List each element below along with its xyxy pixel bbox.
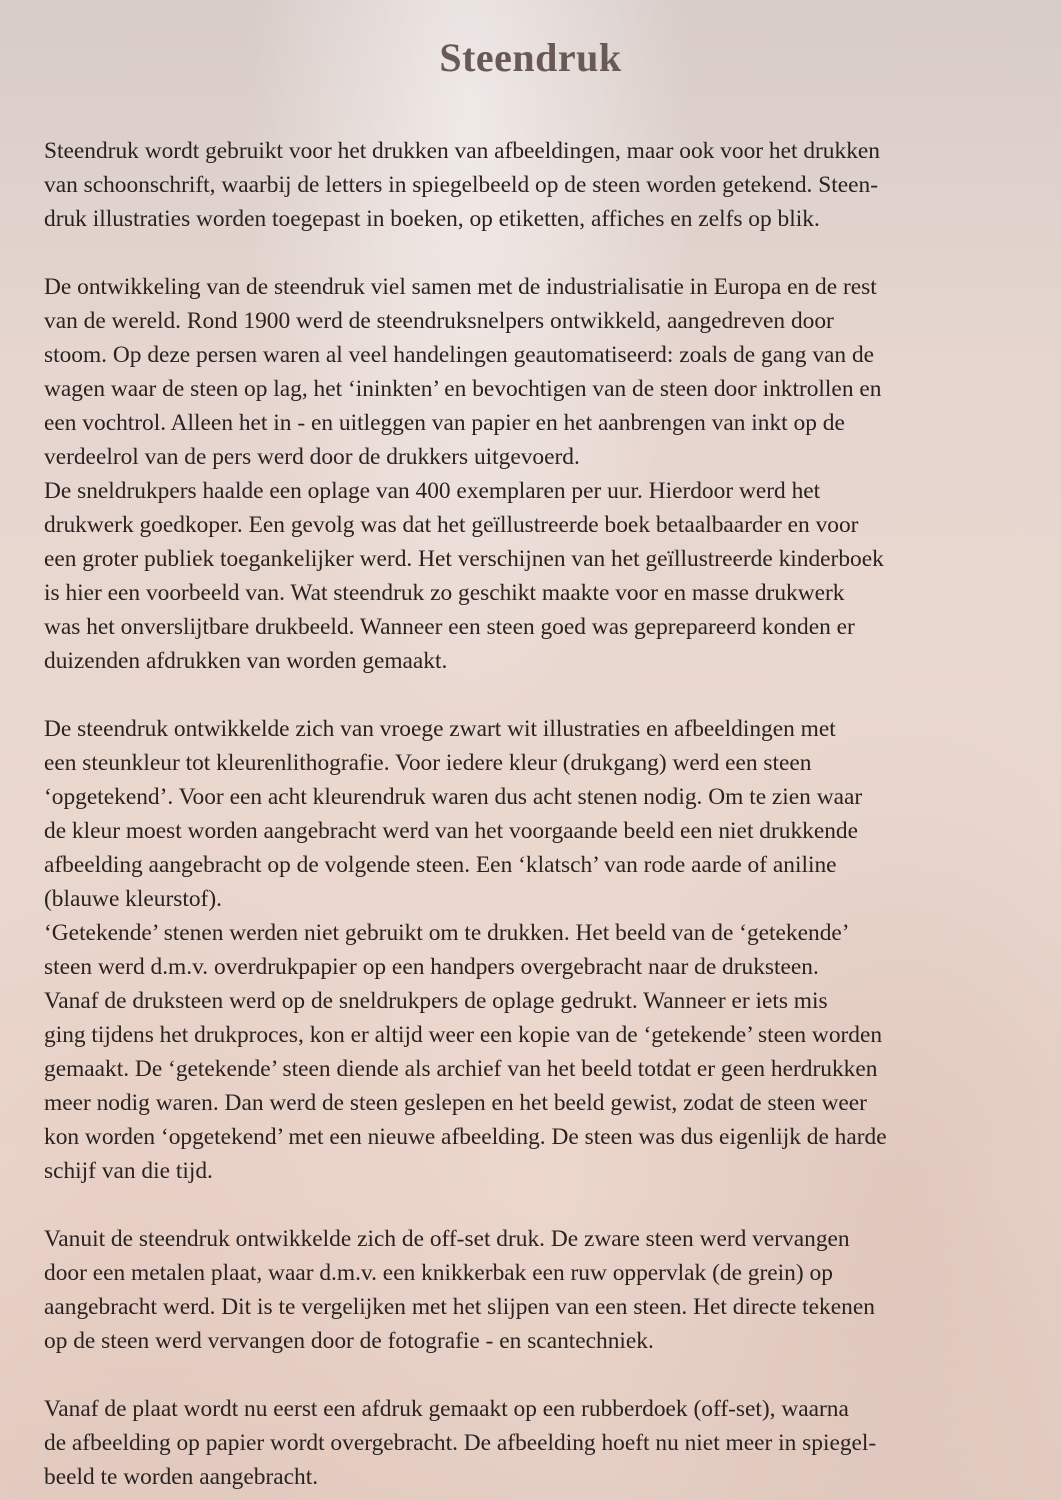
text-line: van schoonschrift, waarbij de letters in spiegelbeeld op de steen worden getekend. Steen- bbox=[44, 172, 878, 198]
paragraph-offset bbox=[44, 1222, 1034, 1358]
text-line: kon worden ‘opgetekend’ met een nieuwe afbeelding. De steen was dus eigenlijk de harde bbox=[44, 1124, 887, 1150]
text-line: de afbeelding op papier wordt overgebracht. De afbeelding hoeft nu niet meer in spiegel- bbox=[44, 1430, 877, 1456]
text-line: ‘opgetekend’. Voor een acht kleurendruk waren dus acht stenen nodig. Om te zien waar bbox=[44, 784, 863, 810]
text-line: Steendruk wordt gebruikt voor het drukken van afbeeldingen, maar ook voor het drukken bbox=[44, 138, 880, 164]
text-line: druk illustraties worden toegepast in boeken, op etiketten, affiches en zelfs op blik. bbox=[44, 206, 820, 232]
text-line: Vanuit de steendruk ontwikkelde zich de off-set druk. De zware steen werd vervangen bbox=[44, 1226, 850, 1252]
page-title: Steendruk bbox=[439, 35, 622, 80]
text-line: afbeelding aangebracht op de volgende steen. Een ‘klatsch’ van rode aarde of aniline bbox=[44, 852, 837, 878]
paragraph-rubberdoek bbox=[44, 1392, 1034, 1494]
text-line: (blauwe kleurstof). bbox=[44, 886, 222, 912]
text-line: de kleur moest worden aangebracht werd van het voorgaande beeld een niet drukkende bbox=[44, 818, 859, 844]
text-line: De ontwikkeling van de steendruk viel samen met de industrialisatie in Europa en de rest bbox=[44, 274, 877, 300]
text-line: een groter publiek toegankelijker werd. Het verschijnen van het geïllustreerde kinderboek bbox=[44, 546, 884, 572]
text-line: De steendruk ontwikkelde zich van vroege zwart wit illustraties en afbeeldingen met bbox=[44, 716, 836, 742]
text-line: ging tijdens het drukproces, kon er altijd weer een kopie van de ‘getekende’ steen worden bbox=[44, 1022, 883, 1048]
paragraph-development bbox=[44, 270, 1034, 474]
text-line: gemaakt. De ‘getekende’ steen diende als archief van het beeld totdat er geen herdrukken bbox=[44, 1056, 878, 1082]
text-line: aangebracht werd. Dit is te vergelijken met het slijpen van een steen. Het directe tekenen bbox=[44, 1294, 875, 1320]
text-line: verdeelrol van de pers werd door de drukkers uitgevoerd. bbox=[44, 444, 580, 470]
text-line: van de wereld. Rond 1900 werd de steendruksnelpers ontwikkeld, aangedreven door bbox=[44, 308, 834, 334]
text-line: op de steen werd vervangen door de fotografie - en scantechniek. bbox=[44, 1328, 654, 1354]
text-line: schijf van die tijd. bbox=[44, 1158, 213, 1184]
text-line: was het onverslijtbare drukbeeld. Wanneer een steen goed was geprepareerd konden er bbox=[44, 614, 855, 640]
text-line: wagen waar de steen op lag, het ‘ininkten’ en bevochtigen van de steen door inktrollen en bbox=[44, 376, 882, 402]
text-line: Vanaf de plaat wordt nu eerst een afdruk gemaakt op een rubberdoek (off-set), waarna bbox=[44, 1396, 849, 1422]
text-line: is hier een voorbeeld van. Wat steendruk zo geschikt maakte voor en masse drukwerk bbox=[44, 580, 845, 606]
text-line: Vanaf de druksteen werd op de sneldrukpers de oplage gedrukt. Wanneer er iets mis bbox=[44, 988, 828, 1014]
text-line: een vochtrol. Alleen het in - en uitleggen van papier en het aanbrengen van inkt op de bbox=[44, 410, 845, 436]
text-line: steen werd d.m.v. overdrukpapier op een handpers overgebracht naar de druksteen. bbox=[44, 954, 819, 980]
paragraph-getekende-stenen bbox=[44, 916, 1034, 1188]
text-line: een steunkleur tot kleurenlithografie. Voor iedere kleur (drukgang) werd een steen bbox=[44, 750, 812, 776]
text-line: duizenden afdrukken van worden gemaakt. bbox=[44, 648, 448, 674]
paragraph-kleurenlithografie bbox=[44, 712, 1034, 916]
text-line: door een metalen plaat, waar d.m.v. een knikkerbak een ruw oppervlak (de grein) op bbox=[44, 1260, 833, 1286]
text-line: meer nodig waren. Dan werd de steen geslepen en het beeld gewist, zodat de steen weer bbox=[44, 1090, 867, 1116]
paragraph-intro bbox=[44, 134, 1034, 236]
text-line: stoom. Op deze persen waren al veel handelingen geautomatiseerd: zoals de gang van de bbox=[44, 342, 875, 368]
body-text bbox=[44, 134, 1034, 1494]
text-line: drukwerk goedkoper. Een gevolg was dat het geïllustreerde boek betaalbaarder en voor bbox=[44, 512, 859, 538]
text-line: De sneldrukpers haalde een oplage van 400 exemplaren per uur. Hierdoor werd het bbox=[44, 478, 821, 504]
text-line: beeld te worden aangebracht. bbox=[44, 1464, 319, 1490]
text-line: ‘Getekende’ stenen werden niet gebruikt om te drukken. Het beeld van de ‘getekende’ bbox=[44, 920, 850, 946]
paragraph-sneldrukpers bbox=[44, 474, 1034, 678]
